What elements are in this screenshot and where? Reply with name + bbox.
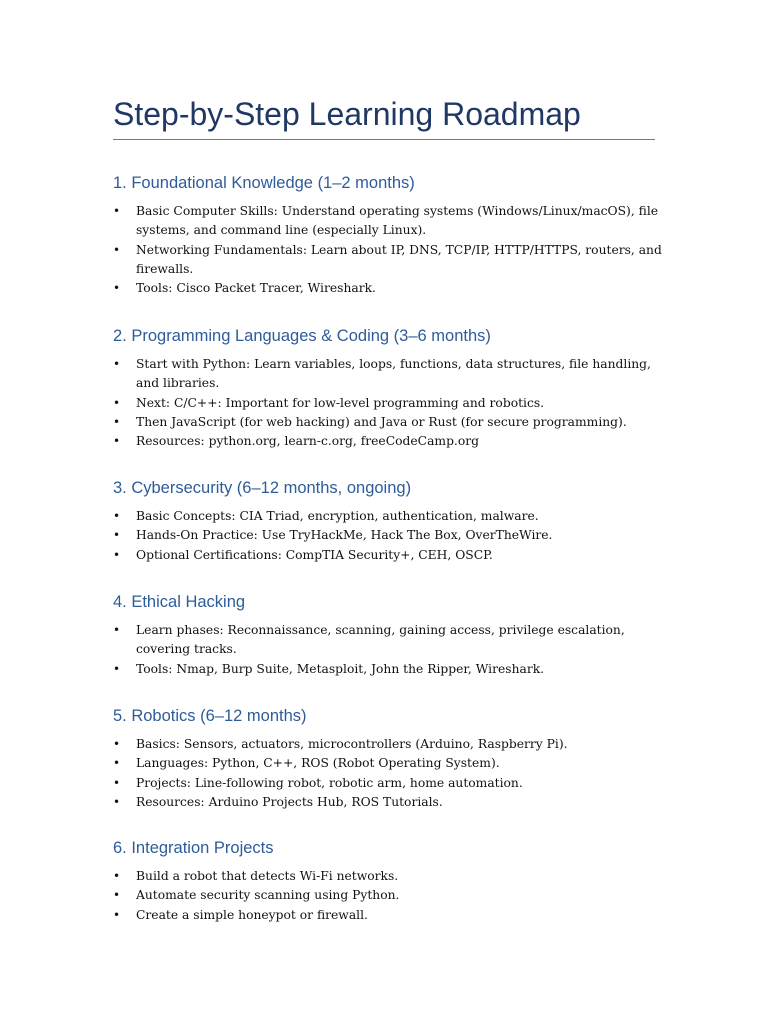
- list-item: [113, 886, 673, 905]
- list-item: [113, 621, 673, 660]
- list-item: [113, 906, 673, 925]
- bullet-list: [113, 202, 673, 298]
- list-item: [113, 355, 673, 394]
- list-item: [113, 867, 673, 886]
- list-item: [113, 413, 673, 432]
- list-item-text: Hands-On Practice: Use TryHackMe, Hack The Box, OverTheWire.: [136, 528, 553, 543]
- bullet-icon: •: [113, 434, 121, 449]
- list-item: [113, 774, 673, 793]
- bullet-list: [113, 621, 673, 679]
- list-item: [113, 793, 673, 812]
- section-cybersecurity: [113, 477, 673, 565]
- bullet-icon: •: [113, 661, 121, 676]
- bullet-icon: •: [113, 547, 121, 562]
- list-item: [113, 279, 673, 298]
- section-heading: 4. Ethical Hacking: [113, 593, 246, 611]
- bullet-icon: •: [113, 756, 121, 771]
- list-item-text: Next: C/C++: Important for low-level programming and robotics.: [136, 395, 545, 410]
- list-item: [113, 754, 673, 773]
- bullet-icon: •: [113, 888, 121, 903]
- list-item: [113, 660, 673, 679]
- section-heading: 1. Foundational Knowledge (1–2 months): [113, 174, 415, 192]
- section-heading: 2. Programming Languages & Coding (3–6 months): [113, 327, 491, 345]
- list-item: [113, 507, 673, 526]
- bullet-icon: •: [113, 794, 121, 809]
- list-item-text: Learn phases: Reconnaissance, scanning, gaining access, privilege escalation, covering tracks.: [136, 623, 625, 657]
- list-item-text: Optional Certifications: CompTIA Security+, CEH, OSCP.: [136, 547, 493, 562]
- bullet-icon: •: [113, 775, 121, 790]
- section-ethical-hacking: [113, 591, 673, 679]
- bullet-icon: •: [113, 281, 121, 296]
- list-item-text: Create a simple honeypot or firewall.: [136, 907, 368, 922]
- list-item: [113, 735, 673, 754]
- list-item-text: Tools: Nmap, Burp Suite, Metasploit, John the Ripper, Wireshark.: [136, 661, 545, 676]
- bullet-list: [113, 867, 673, 925]
- list-item-text: Basic Concepts: CIA Triad, encryption, authentication, malware.: [136, 509, 539, 523]
- list-item-text: Languages: Python, C++, ROS (Robot Operating System).: [136, 756, 500, 771]
- list-item: [113, 394, 673, 413]
- list-item-text: Basic Computer Skills: Understand operating systems (Windows/Linux/macOS), file systems, and command line (especially Linux).: [136, 204, 659, 238]
- section-heading: 6. Integration Projects: [113, 839, 274, 857]
- list-item: [113, 546, 673, 565]
- bullet-list: [113, 735, 673, 812]
- list-item-text: Resources: Arduino Projects Hub, ROS Tutorials.: [136, 794, 443, 809]
- bullet-icon: •: [113, 623, 121, 637]
- list-item-text: Basics: Sensors, actuators, microcontrollers (Arduino, Raspberry Pi).: [136, 737, 568, 751]
- list-item-text: Then JavaScript (for web hacking) and Java or Rust (for secure programming).: [136, 414, 627, 429]
- bullet-icon: •: [113, 509, 121, 523]
- list-item-text: Projects: Line-following robot, robotic arm, home automation.: [136, 775, 523, 790]
- list-item: [113, 202, 673, 241]
- list-item: [113, 432, 673, 451]
- list-item: [113, 526, 673, 545]
- section-heading: 5. Robotics (6–12 months): [113, 707, 307, 725]
- list-item-text: Tools: Cisco Packet Tracer, Wireshark.: [136, 281, 376, 296]
- section-robotics: [113, 705, 673, 812]
- title-divider: [113, 139, 655, 140]
- section-foundational-knowledge: [113, 172, 673, 298]
- list-item-text: Networking Fundamentals: Learn about IP, DNS, TCP/IP, HTTP/HTTPS, routers, and firewalls.: [136, 242, 662, 276]
- bullet-icon: •: [113, 414, 121, 429]
- bullet-icon: •: [113, 737, 121, 751]
- section-heading: 3. Cybersecurity (6–12 months, ongoing): [113, 479, 412, 497]
- bullet-list: [113, 355, 673, 451]
- page-title: Step-by-Step Learning Roadmap: [113, 96, 581, 132]
- bullet-icon: •: [113, 907, 121, 922]
- section-programming-languages: [113, 325, 673, 451]
- list-item: [113, 241, 673, 280]
- bullet-list: [113, 507, 673, 565]
- list-item-text: Automate security scanning using Python.: [136, 888, 400, 903]
- list-item-text: Build a robot that detects Wi-Fi networks.: [136, 869, 399, 883]
- section-integration-projects: [113, 837, 673, 925]
- bullet-icon: •: [113, 869, 121, 883]
- bullet-icon: •: [113, 242, 121, 257]
- list-item-text: Resources: python.org, learn-c.org, freeCodeCamp.org: [136, 434, 479, 449]
- bullet-icon: •: [113, 357, 121, 371]
- bullet-icon: •: [113, 395, 121, 410]
- bullet-icon: •: [113, 204, 121, 218]
- bullet-icon: •: [113, 528, 121, 543]
- list-item-text: Start with Python: Learn variables, loops, functions, data structures, file handling, and libraries.: [136, 357, 651, 391]
